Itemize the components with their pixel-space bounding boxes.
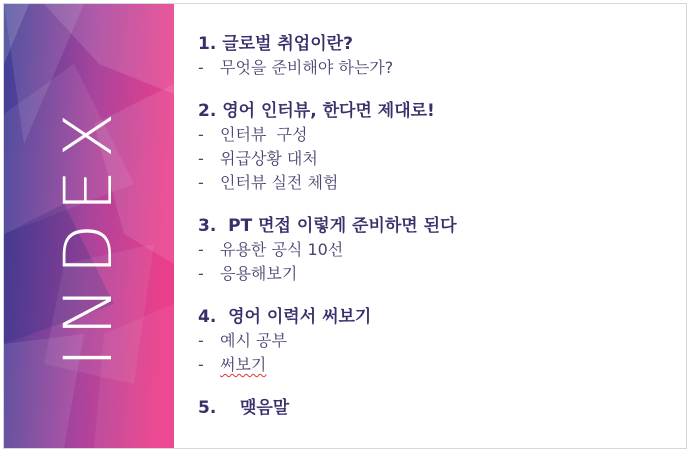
toc-section-5 [198, 396, 668, 420]
toc-section-4 [198, 305, 668, 377]
toc-heading: 1. 글로벌 취업이란? [198, 34, 353, 54]
toc-heading: 3. PT 면접 이렇게 준비하면 된다 [198, 216, 457, 236]
toc-heading: 4. 영어 이력서 써보기 [198, 307, 372, 327]
toc-item: - 예시 공부 [198, 331, 287, 350]
index-sidebar [4, 4, 174, 448]
spellcheck-underlined-text: 써보기 [220, 355, 267, 374]
toc-section-2 [198, 99, 668, 195]
toc-item: - 인터뷰 실전 체험 [198, 173, 339, 192]
toc-section-1 [198, 32, 668, 80]
toc-item: - 인터뷰 구성 [198, 125, 308, 144]
toc-heading: 2. 영어 인터뷰, 한다면 제대로! [198, 101, 435, 121]
toc-item: - 응용해보기 [198, 264, 298, 283]
toc-item: - 써보기 [198, 355, 267, 374]
table-of-contents [198, 32, 668, 439]
toc-heading: 5. 맺음말 [198, 398, 290, 418]
toc-item: - 유용한 공식 10선 [198, 240, 344, 259]
toc-section-3 [198, 214, 668, 286]
slide [3, 3, 687, 449]
toc-item: - 위급상황 대처 [198, 149, 318, 168]
index-title: INDEX [50, 100, 127, 368]
toc-item: - 무엇을 준비해야 하는가? [198, 58, 394, 77]
